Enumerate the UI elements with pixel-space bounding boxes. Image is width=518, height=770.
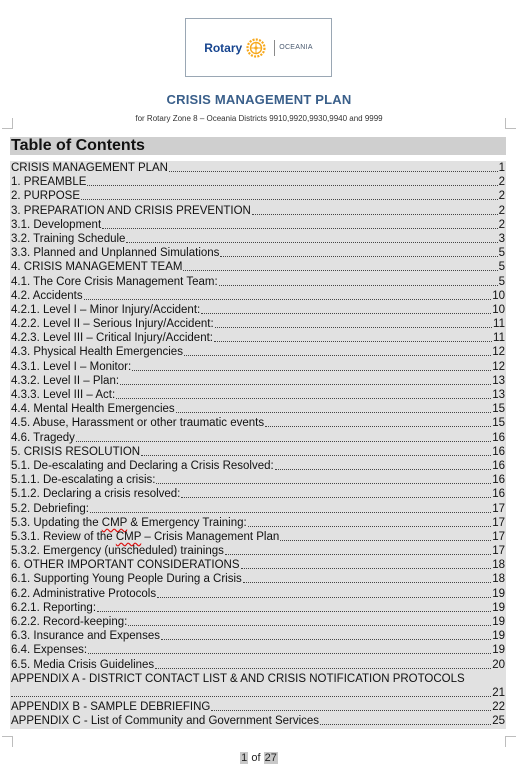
- toc-entry-page: 15: [492, 403, 505, 416]
- rotary-logo: [185, 18, 332, 77]
- toc-entry-label: 6.2. Administrative Protocols: [11, 587, 157, 600]
- crop-mark-bottom-left: [2, 736, 13, 747]
- toc-entry[interactable]: [10, 502, 506, 516]
- toc-leader-dots: [126, 232, 497, 243]
- toc-entry-page: 18: [492, 559, 505, 572]
- toc-entry[interactable]: [10, 317, 506, 331]
- toc-leader-dots: [183, 260, 497, 271]
- toc-entry[interactable]: [10, 360, 506, 374]
- toc-entry-page: 13: [492, 374, 505, 387]
- toc-entry-label: 4.3. Physical Health Emergencies: [11, 346, 183, 359]
- toc-entry-page: 11: [493, 332, 505, 345]
- toc-entry-page: 5: [498, 261, 505, 274]
- toc-entry[interactable]: [10, 544, 506, 558]
- toc-entry-label: 6. OTHER IMPORTANT CONSIDERATIONS: [11, 559, 240, 572]
- toc-leader-dots: [184, 345, 491, 356]
- toc-entry[interactable]: [10, 643, 506, 657]
- toc-entry-label: 5.1.1. De-escalating a crisis:: [11, 474, 156, 487]
- toc-entry-label: 4.2.1. Level I – Minor Injury/Accident:: [11, 303, 201, 316]
- toc-leader-dots: [141, 445, 491, 456]
- toc-leader-dots: [128, 615, 491, 626]
- toc-entry-label: 5.3.2. Emergency (unscheduled) trainings: [11, 545, 224, 558]
- toc-entry[interactable]: [10, 516, 506, 530]
- toc-leader-dots: [181, 487, 491, 498]
- toc-leader-dots: [265, 416, 491, 427]
- toc-entry-page: 17: [492, 530, 505, 543]
- toc-entry[interactable]: [10, 587, 506, 601]
- toc-entry-page: 13: [492, 389, 505, 401]
- toc-entry[interactable]: [10, 218, 506, 232]
- toc-entry-label: 4. CRISIS MANAGEMENT TEAM: [11, 261, 183, 274]
- toc-leader-dots: [116, 388, 491, 399]
- toc-entry-page: 19: [492, 644, 505, 657]
- toc-entry-page: 12: [492, 360, 505, 373]
- toc-entry-page: 5: [498, 247, 505, 260]
- toc-entry[interactable]: [10, 686, 506, 700]
- toc-entry-page: 19: [492, 587, 505, 600]
- toc-entry-label: 4.6. Tragedy: [11, 431, 75, 444]
- toc-entry-page: 21: [492, 686, 505, 699]
- document-subtitle: for Rotary Zone 8 – Oceania Districts 9910,9920,9930,9940 and 9999: [135, 114, 383, 123]
- toc-leader-dots: [280, 530, 491, 541]
- toc-leader-dots: [320, 714, 491, 725]
- toc-leader-dots: [102, 218, 497, 229]
- toc-leader-dots: [157, 587, 491, 598]
- toc-entry-label: 4.5. Abuse, Harassment or other traumatic events: [11, 417, 265, 430]
- toc-entry-page: 17: [492, 516, 505, 529]
- toc-leader-dots: [275, 459, 491, 470]
- toc-entry-label: 3. PREPARATION AND CRISIS PREVENTION: [11, 204, 251, 217]
- toc-entry-label: 5.1.2. Declaring a crisis resolved:: [11, 488, 181, 501]
- toc-heading: Table of Contents: [10, 137, 506, 155]
- toc-entry-label: 5.3. Updating the CMP & Emergency Training:: [11, 516, 247, 529]
- toc-entry[interactable]: [10, 700, 506, 714]
- toc-entry[interactable]: [10, 260, 506, 274]
- toc-leader-dots: [87, 175, 497, 186]
- toc-entry-label: 4.3.2. Level II – Plan:: [11, 374, 120, 387]
- toc-entry-label: APPENDIX C - List of Community and Government Services: [11, 715, 320, 728]
- toc-leader-dots: [90, 502, 491, 513]
- document-title: CRISIS MANAGEMENT PLAN: [166, 92, 352, 107]
- toc-leader-dots: [219, 275, 498, 286]
- toc-entry-label: 4.2. Accidents: [11, 289, 83, 302]
- toc-entry-label: 5. CRISIS RESOLUTION: [11, 445, 141, 458]
- toc-entry[interactable]: [10, 345, 506, 359]
- toc-leader-dots: [81, 189, 498, 200]
- toc-entry-label: 3.3. Planned and Unplanned Simulations: [11, 247, 220, 260]
- toc-entry-label: 4.3.3. Level III – Act:: [11, 389, 116, 401]
- toc-entry[interactable]: [10, 331, 506, 345]
- toc-entry[interactable]: [10, 473, 506, 487]
- toc-leader-dots: [214, 331, 492, 342]
- toc-leader-dots: [155, 658, 491, 669]
- page-indicator: [0, 752, 518, 764]
- toc-entry-page: 17: [492, 502, 505, 515]
- toc-leader-dots: [120, 374, 491, 385]
- table-of-contents: [10, 161, 506, 729]
- toc-entry-page: 15: [492, 417, 505, 430]
- toc-entry-label: 4.2.2. Level II – Serious Injury/Accident:: [11, 318, 214, 331]
- toc-entry-label: 6.3. Insurance and Expenses: [11, 630, 160, 643]
- toc-entry[interactable]: [10, 388, 506, 402]
- toc-entry[interactable]: [10, 161, 506, 175]
- toc-entry[interactable]: [10, 431, 506, 445]
- spellcheck-mark: CMP: [115, 530, 142, 543]
- crop-mark-bottom-right: [505, 736, 516, 747]
- toc-entry[interactable]: [10, 487, 506, 501]
- toc-entry-label: 6.1. Supporting Young People During a Crisis: [11, 573, 242, 586]
- toc-entry-page: 16: [492, 459, 505, 472]
- toc-entry-label: 4.2.3. Level III – Critical Injury/Accident:: [11, 332, 213, 345]
- toc-entry-label: APPENDIX B - SAMPLE DEBRIEFING: [11, 701, 211, 714]
- toc-entry[interactable]: [10, 246, 506, 260]
- logo-word: Rotary: [204, 40, 243, 55]
- toc-entry[interactable]: [10, 402, 506, 416]
- toc-entry-label: 4.1. The Core Crisis Management Team:: [11, 275, 218, 288]
- toc-entry-page: 17: [492, 545, 505, 558]
- toc-entry-page: 19: [492, 616, 505, 628]
- toc-entry-page: 2: [498, 204, 505, 217]
- toc-entry[interactable]: [10, 629, 506, 643]
- toc-entry-page: 10: [492, 289, 505, 302]
- toc-leader-dots: [11, 686, 491, 697]
- toc-entry-label: 5.2. Debriefing:: [11, 502, 89, 515]
- toc-entry-page: 2: [498, 176, 505, 189]
- toc-entry-page: 16: [492, 474, 505, 487]
- toc-leader-dots: [243, 572, 491, 583]
- toc-entry-label: 6.2.2. Record-keeping:: [11, 616, 128, 628]
- toc-entry-page: 16: [492, 431, 505, 444]
- toc-entry-label: 1. PREAMBLE: [11, 176, 87, 189]
- toc-entry[interactable]: [10, 374, 506, 388]
- toc-entry-label: 3.1. Development: [11, 218, 102, 231]
- toc-entry[interactable]: [10, 572, 506, 586]
- toc-entry-page: 10: [492, 303, 505, 316]
- toc-entry-page: 3: [498, 232, 505, 245]
- toc-leader-dots: [88, 643, 491, 654]
- toc-leader-dots: [211, 700, 491, 711]
- toc-entry-label: 4.4. Mental Health Emergencies: [11, 403, 175, 416]
- toc-entry-label: 2. PURPOSE: [11, 190, 81, 203]
- toc-entry-page: 19: [492, 601, 505, 614]
- toc-entry[interactable]: [10, 658, 506, 672]
- toc-leader-dots: [169, 161, 498, 172]
- toc-entry[interactable]: [10, 275, 506, 289]
- toc-leader-dots: [201, 303, 491, 314]
- toc-entry[interactable]: [10, 615, 506, 629]
- toc-entry-page: 2: [498, 190, 505, 203]
- logo-subtitle: OCEANIA: [279, 44, 313, 51]
- toc-entry-label: CRISIS MANAGEMENT PLAN: [11, 162, 168, 174]
- toc-leader-dots: [84, 289, 492, 300]
- toc-entry-page: 18: [492, 573, 505, 586]
- toc-entry[interactable]: [10, 672, 506, 686]
- toc-entry-page: 20: [492, 658, 505, 671]
- toc-entry-page: 11: [493, 318, 505, 331]
- toc-entry-page: 2: [498, 218, 505, 231]
- toc-entry[interactable]: [10, 714, 506, 728]
- page-of-label: of: [251, 752, 261, 764]
- toc-entry[interactable]: [10, 303, 506, 317]
- toc-entry-label: 3.2. Training Schedule: [11, 232, 126, 245]
- toc-entry-page: 16: [492, 445, 505, 458]
- toc-leader-dots: [220, 246, 497, 257]
- toc-entry[interactable]: [10, 601, 506, 615]
- toc-leader-dots: [176, 402, 492, 413]
- toc-entry[interactable]: [10, 289, 506, 303]
- toc-entry[interactable]: [10, 175, 506, 189]
- rotary-wheel-icon: [246, 38, 266, 58]
- toc-entry-label: 5.1. De-escalating and Declaring a Crisis Resolved:: [11, 459, 274, 472]
- toc-entry-page: 25: [492, 715, 505, 728]
- toc-entry-label: APPENDIX A - DISTRICT CONTACT LIST & AND CRISIS NOTIFICATION PROTOCOLS: [11, 672, 465, 685]
- toc-entry[interactable]: [10, 204, 506, 218]
- toc-leader-dots: [252, 204, 498, 215]
- toc-entry-label: 6.2.1. Reporting:: [11, 601, 97, 614]
- toc-leader-dots: [241, 558, 492, 569]
- toc-entry[interactable]: [10, 189, 506, 203]
- toc-leader-dots: [161, 629, 491, 640]
- toc-leader-dots: [248, 516, 492, 527]
- toc-entry-page: 16: [492, 488, 505, 501]
- total-pages: 27: [264, 752, 277, 764]
- toc-entry-label: 6.5. Media Crisis Guidelines: [11, 658, 155, 671]
- toc-entry-label: 6.4. Expenses:: [11, 644, 88, 657]
- toc-entry-page: 22: [492, 701, 505, 714]
- toc-entry[interactable]: [10, 416, 506, 430]
- toc-entry[interactable]: [10, 530, 506, 544]
- toc-leader-dots: [215, 317, 492, 328]
- toc-entry[interactable]: [10, 558, 506, 572]
- toc-entry-label: 4.3.1. Level I – Monitor:: [11, 360, 132, 373]
- current-page-number[interactable]: 1: [241, 752, 248, 764]
- toc-leader-dots: [76, 431, 491, 442]
- logo-separator: [274, 40, 275, 56]
- toc-entry[interactable]: [10, 232, 506, 246]
- toc-entry-page: 12: [492, 346, 505, 359]
- toc-entry[interactable]: [10, 459, 506, 473]
- toc-leader-dots: [156, 473, 491, 484]
- toc-entry-label: 5.3.1. Review of the CMP – Crisis Management Plan: [11, 530, 280, 543]
- toc-leader-dots: [225, 544, 491, 555]
- toc-leader-dots: [132, 360, 491, 371]
- toc-entry-page: 1: [498, 162, 505, 174]
- toc-entry-page: 5: [498, 275, 505, 288]
- spellcheck-mark: CMP: [101, 516, 128, 529]
- toc-entry-page: 19: [492, 630, 505, 643]
- toc-leader-dots: [97, 601, 491, 612]
- toc-entry[interactable]: [10, 445, 506, 459]
